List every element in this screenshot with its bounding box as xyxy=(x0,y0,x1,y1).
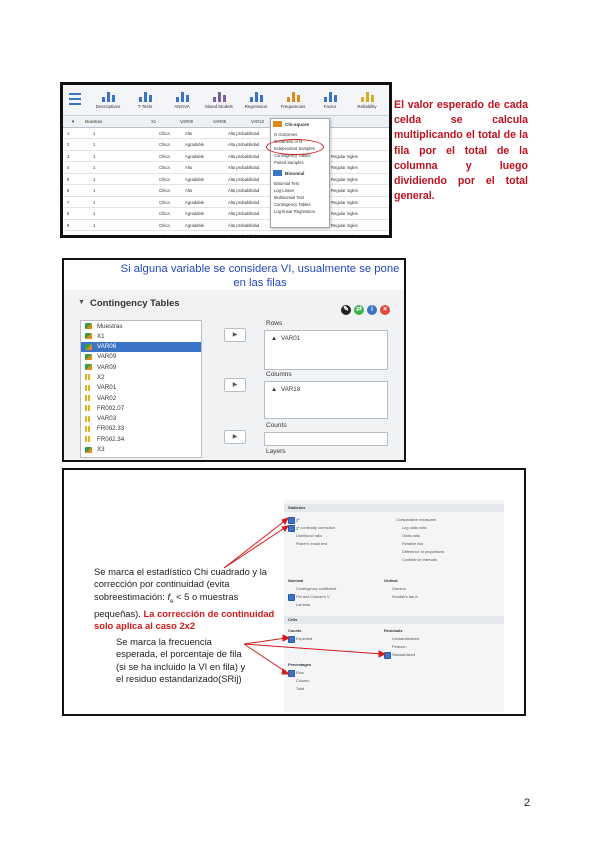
columns-variable: VAR18 xyxy=(281,386,301,393)
variable-name: VAR09 xyxy=(97,363,117,371)
icon-bar xyxy=(250,97,253,102)
table-cell[interactable]: Alto xyxy=(185,188,193,193)
column-header[interactable]: X1 xyxy=(151,119,157,124)
table-cell[interactable]: 1 xyxy=(93,211,96,216)
variable-name: Muestras xyxy=(97,322,123,330)
variable-name: VAR06 xyxy=(97,343,117,351)
residuals-heading: Residuals xyxy=(384,628,403,633)
menu-item-contingency-tables[interactable]: Contingency Tables xyxy=(274,153,311,158)
variable-name: X3 xyxy=(97,446,105,454)
toolbar-label: Descriptives xyxy=(95,104,121,109)
frequencies-menu xyxy=(270,118,330,228)
option-label: Phi and Cramer's V xyxy=(296,594,330,599)
arrow-line xyxy=(224,527,286,568)
toolbar-label: Factor xyxy=(323,104,337,109)
table-cell[interactable]: Agradable xyxy=(185,153,205,159)
nominal-icon xyxy=(85,354,92,360)
variable-item[interactable] xyxy=(81,352,201,362)
variable-item[interactable] xyxy=(81,445,201,455)
table-cell[interactable]: Chica xyxy=(159,211,170,216)
arrow-line xyxy=(224,520,286,568)
move-to-counts-button[interactable]: ▶ xyxy=(224,430,246,444)
analysis-icon xyxy=(322,87,338,102)
table-cell[interactable]: Agradable xyxy=(185,222,205,228)
option-label[interactable]: Contingency coefficient xyxy=(296,586,337,591)
menu-item[interactable]: Independent Samples xyxy=(274,146,315,151)
move-to-columns-button[interactable]: ▶ xyxy=(224,378,246,392)
option-label[interactable]: Likelihood ratio xyxy=(296,533,323,538)
panel-title: Contingency Tables xyxy=(90,298,180,309)
table-cell[interactable]: 4 xyxy=(67,165,70,170)
nominal-icon xyxy=(85,333,92,339)
icon-bar xyxy=(255,92,258,102)
table-cell[interactable]: Alto xyxy=(185,234,193,238)
option-label[interactable]: Confidence intervals xyxy=(402,557,438,562)
move-to-rows-button[interactable]: ▶ xyxy=(224,328,246,342)
table-cell[interactable]: 6 xyxy=(67,188,70,193)
toolbar-label: ANOVA xyxy=(174,104,190,109)
table-cell[interactable]: Regular ingles xyxy=(331,188,358,193)
variable-name: FR002.34 xyxy=(97,435,125,443)
table-cell[interactable]: Alta probabilidad xyxy=(228,130,260,136)
icon-bar xyxy=(366,92,369,102)
fe-symbol: f xyxy=(167,590,171,602)
column-header[interactable]: VAR10 xyxy=(251,119,264,124)
cells-explanation: Se marca la frecuencia esperada, el porcentaje de fila (si se ha incluido la VI en fila) y el residuo estandarizado(SRij) xyxy=(116,636,246,684)
arrow-head xyxy=(282,518,288,524)
table-cell[interactable]: Chica xyxy=(159,188,170,193)
table-cell[interactable]: 9 xyxy=(67,222,70,228)
table-cell[interactable]: Regular ingles xyxy=(331,176,358,182)
table-cell[interactable]: Agradable xyxy=(185,176,205,182)
icon-bar xyxy=(107,92,110,102)
table-cell[interactable]: 1 xyxy=(93,234,96,238)
chi-square-explanation xyxy=(94,566,284,632)
icon-bar xyxy=(324,97,327,102)
variable-list[interactable] xyxy=(80,320,202,458)
table-cell[interactable]: 7 xyxy=(67,199,70,205)
table-cell[interactable]: Agradable xyxy=(185,199,205,205)
panel-actions xyxy=(338,298,390,316)
statistics-options-panel xyxy=(62,468,526,716)
continuous-icon xyxy=(85,436,92,442)
vi-annotation: Si alguna variable se considera VI, usualmente se pone en las filas xyxy=(120,263,400,289)
statistics-title: Statistics xyxy=(288,505,306,510)
icon-bar xyxy=(218,92,221,102)
variable-item[interactable] xyxy=(81,393,201,403)
table-cell[interactable]: 5 xyxy=(67,176,70,182)
icon-bar xyxy=(371,95,374,102)
data-grid xyxy=(63,116,389,238)
counts-label: Counts xyxy=(266,422,287,429)
continuous-icon xyxy=(85,374,92,380)
arrow-line xyxy=(244,638,286,644)
icon-bar xyxy=(260,95,263,102)
variable-item[interactable] xyxy=(81,434,201,444)
table-cell[interactable]: Chica xyxy=(159,199,170,205)
rows-variable: VAR01 xyxy=(281,335,301,342)
table-row[interactable] xyxy=(63,220,389,232)
table-cell[interactable]: Alta probabilidad xyxy=(228,222,260,228)
icon-bar xyxy=(139,97,142,102)
menu-item[interactable]: Multinomial Test xyxy=(274,195,304,200)
option-label: χ² xyxy=(296,517,300,522)
table-cell[interactable]: Agradable xyxy=(185,142,205,147)
option-label: χ² continuity correction xyxy=(296,525,336,530)
table-cell[interactable]: Chica xyxy=(159,130,170,136)
table-cell[interactable]: Regular ingles xyxy=(331,222,358,228)
ordinal-heading: Ordinal xyxy=(384,578,398,583)
table-cell[interactable]: Regular ingles xyxy=(331,165,358,170)
continuous-icon xyxy=(85,426,92,432)
frequencies-icon xyxy=(273,121,282,127)
variable-name: VAR03 xyxy=(97,415,117,423)
variable-item[interactable] xyxy=(81,403,201,413)
table-cell[interactable]: Alta probabilidad xyxy=(228,188,260,193)
nominal-icon xyxy=(85,364,92,370)
column-header[interactable]: Muestras xyxy=(85,119,103,124)
option-label[interactable]: Gamma xyxy=(392,586,406,591)
table-cell[interactable]: Regular ingles xyxy=(331,153,358,159)
toolbar-button[interactable] xyxy=(237,87,275,109)
table-cell[interactable]: Alta probabilidad xyxy=(228,142,260,147)
percentages-heading: Percentages xyxy=(288,662,312,667)
analysis-icon xyxy=(174,87,190,102)
toolbar-label: Regression xyxy=(244,104,268,109)
table-cell[interactable]: 1 xyxy=(93,199,96,205)
table-cell[interactable]: 1 xyxy=(93,153,96,159)
menu-section-binomial: Binomial xyxy=(285,171,305,176)
toolbar-button[interactable] xyxy=(311,87,349,109)
nominal-icon xyxy=(85,323,92,329)
toolbar-button[interactable] xyxy=(89,87,127,109)
icon-bar xyxy=(361,97,364,102)
analysis-icon xyxy=(137,87,153,102)
add-icon[interactable]: ⇄ xyxy=(354,305,364,315)
option-label[interactable]: Pearson xyxy=(392,644,407,649)
toolbar-button[interactable] xyxy=(126,87,164,109)
option-label[interactable]: Log odds ratio xyxy=(402,525,427,530)
option-label: Expected xyxy=(296,636,313,641)
columns-dropbox[interactable] xyxy=(264,381,388,419)
icon-bar xyxy=(149,95,152,102)
pin-icon[interactable]: ✎ xyxy=(341,305,351,315)
icon-bar xyxy=(144,92,147,102)
continuous-icon xyxy=(85,395,92,401)
arrow-head xyxy=(282,526,288,531)
menu-item[interactable]: Log-linear Regression xyxy=(274,209,315,214)
option-label[interactable]: Relative risk xyxy=(402,541,424,546)
icon-bar xyxy=(102,97,105,102)
expected-value-note: El valor esperado de cada celda se calcula multiplicando el total de la fila por el total de la columna y luego dividiendo por el total general. xyxy=(394,99,528,203)
explanation-text: Se marca el estadístico Chi cuadrado y la corrección por continuidad (evita sobreestimación: xyxy=(94,566,268,602)
nominal-icon: ▲ xyxy=(271,386,278,393)
toolbar-label: Mixed Models xyxy=(205,104,233,109)
menu-item[interactable]: N Outcomes xyxy=(274,132,298,137)
rows-label: Rows xyxy=(266,320,283,327)
option-label[interactable]: Lambda xyxy=(296,602,311,607)
toolbar-label: Reliability xyxy=(357,104,377,109)
analysis-icon xyxy=(285,87,301,102)
table-cell[interactable]: Chica xyxy=(159,142,170,147)
menu-item[interactable]: Contingency Tables xyxy=(274,202,311,207)
menu-item[interactable]: Goodness of fit xyxy=(274,139,303,144)
toolbar-button[interactable] xyxy=(348,87,386,109)
menu-icon[interactable] xyxy=(69,93,81,108)
table-cell[interactable]: 1 xyxy=(93,222,96,228)
variable-name: VAR01 xyxy=(97,384,117,392)
nominal-heading: Nominal xyxy=(288,578,304,583)
analysis-icon xyxy=(211,87,227,102)
table-cell[interactable]: 8 xyxy=(67,211,70,216)
icon-bar xyxy=(329,92,332,102)
table-cell[interactable]: Regular ingles xyxy=(331,234,358,238)
icon-bar xyxy=(292,92,295,102)
grid-header xyxy=(63,116,389,128)
table-row[interactable] xyxy=(63,162,389,174)
table-cell[interactable]: Alto xyxy=(185,165,193,170)
analysis-icon xyxy=(248,87,264,102)
table-cell[interactable]: Agradable xyxy=(185,211,205,216)
filter-icon[interactable]: ▼ xyxy=(71,119,76,124)
continuous-icon xyxy=(85,416,92,422)
arrow-head xyxy=(283,635,289,641)
variable-name: FR002.07 xyxy=(97,404,125,412)
option-label: Standardized xyxy=(392,652,415,657)
option-label[interactable]: Column xyxy=(296,678,310,683)
columns-label: Columns xyxy=(266,371,292,378)
continuity-note: La corrección de continuidad solo aplica al caso 2x2 xyxy=(94,607,275,632)
table-cell[interactable]: 3 xyxy=(67,153,70,159)
analyses-toolbar xyxy=(63,85,389,116)
continuous-icon xyxy=(85,405,92,411)
table-row[interactable] xyxy=(63,139,389,151)
icon-bar xyxy=(112,95,115,102)
arrow-line xyxy=(244,644,286,672)
menu-section-chi: Chi-square xyxy=(285,122,309,127)
close-icon[interactable]: × xyxy=(380,305,390,315)
table-row[interactable] xyxy=(63,197,389,209)
table-cell[interactable]: Alta probabilidad xyxy=(228,165,260,170)
fe-subscript: e xyxy=(170,598,174,605)
table-cell[interactable]: 1 xyxy=(93,142,96,147)
toolbar-label: Frequencies xyxy=(280,104,306,109)
binomial-icon xyxy=(273,170,282,176)
explanation-text: < 5 o muestras pequeñas). xyxy=(94,590,239,619)
variable-name: X1 xyxy=(97,332,105,340)
table-cell[interactable]: Chica xyxy=(159,222,170,228)
variable-item[interactable] xyxy=(81,383,201,393)
table-row[interactable] xyxy=(63,151,389,163)
table-cell[interactable]: 1 xyxy=(93,188,96,193)
table-cell[interactable]: Chica xyxy=(159,176,170,182)
nominal-icon xyxy=(85,344,92,350)
option-label[interactable]: Total xyxy=(296,686,305,691)
jamovi-data-screenshot xyxy=(60,82,392,238)
table-cell[interactable]: Alta probabilidad xyxy=(228,234,260,238)
table-cell[interactable]: Alta probabilidad xyxy=(228,176,260,182)
table-row[interactable] xyxy=(63,128,389,140)
table-cell[interactable]: 2 xyxy=(67,142,70,147)
option-label[interactable]: Comparative measures xyxy=(396,517,437,522)
option-label[interactable]: Odds ratio xyxy=(402,533,420,538)
table-row[interactable] xyxy=(63,185,389,197)
table-row[interactable] xyxy=(63,231,389,238)
table-cell[interactable]: Alta probabilidad xyxy=(228,153,260,159)
table-cell[interactable]: 10 xyxy=(67,234,72,238)
menu-item[interactable]: Paired Samples xyxy=(274,160,304,165)
variable-item[interactable] xyxy=(81,424,201,434)
option-label[interactable]: Difference in proportions xyxy=(402,549,445,554)
column-header[interactable]: VAR09 xyxy=(180,119,193,124)
info-icon[interactable]: i xyxy=(367,305,377,315)
layers-label: Layers xyxy=(266,448,286,455)
arrow-head xyxy=(379,651,385,657)
variable-item[interactable] xyxy=(81,372,201,382)
rows-dropbox[interactable] xyxy=(264,330,388,370)
icon-bar xyxy=(176,97,179,102)
column-header[interactable]: VAR09 xyxy=(213,119,226,124)
table-cell[interactable]: Alta probabilidad xyxy=(228,211,260,216)
collapse-caret-icon[interactable]: ▼ xyxy=(78,299,85,306)
page-number: 2 xyxy=(523,797,530,809)
icon-bar xyxy=(186,95,189,102)
table-cell[interactable]: Alto xyxy=(185,130,193,136)
table-cell[interactable]: Alta probabilidad xyxy=(228,199,260,205)
counts-heading: Counts xyxy=(288,628,302,633)
table-cell[interactable]: 1 xyxy=(93,176,96,182)
table-cell[interactable]: 1 xyxy=(93,130,96,136)
toolbar-button[interactable] xyxy=(274,87,312,109)
icon-bar xyxy=(223,95,226,102)
variable-item[interactable] xyxy=(81,362,201,372)
icon-bar xyxy=(334,95,337,102)
table-cell[interactable]: 1 xyxy=(93,165,96,170)
table-cell[interactable]: Chica xyxy=(159,153,170,159)
table-cell[interactable]: 1 xyxy=(67,130,70,136)
toolbar-label: T-Tests xyxy=(137,104,153,109)
option-label[interactable]: Unstandardized xyxy=(392,636,420,641)
variable-item[interactable] xyxy=(81,342,201,352)
variable-name: X2 xyxy=(97,373,105,381)
icon-bar xyxy=(181,92,184,102)
variable-item[interactable] xyxy=(81,321,201,331)
counts-dropbox[interactable] xyxy=(264,432,388,446)
variable-name: VAR09 xyxy=(97,353,117,361)
menu-item[interactable]: Binomial Test xyxy=(274,181,299,186)
nominal-icon xyxy=(85,447,92,453)
table-cell[interactable]: Regular ingles xyxy=(331,199,358,205)
toolbar-button[interactable] xyxy=(163,87,201,109)
option-label[interactable]: Fisher's exact test xyxy=(296,541,328,546)
toolbar-button[interactable] xyxy=(200,87,238,109)
variable-name: FR002.33 xyxy=(97,425,125,433)
table-cell[interactable]: Chica xyxy=(159,165,170,170)
table-cell[interactable]: Regular ingles xyxy=(331,211,358,216)
icon-bar xyxy=(297,95,300,102)
icon-bar xyxy=(287,97,290,102)
nominal-icon: ▲ xyxy=(271,335,278,342)
icon-bar xyxy=(213,97,216,102)
variable-item[interactable] xyxy=(81,331,201,341)
variable-name: VAR02 xyxy=(97,394,117,402)
continuous-icon xyxy=(85,385,92,391)
table-row[interactable] xyxy=(63,174,389,186)
variable-item[interactable] xyxy=(81,414,201,424)
arrow-line xyxy=(244,644,382,654)
analysis-icon xyxy=(359,87,375,102)
table-cell[interactable]: Chica xyxy=(159,234,170,238)
table-row[interactable] xyxy=(63,208,389,220)
arrow-head xyxy=(282,669,289,674)
option-label[interactable]: Kendall's tau-b xyxy=(392,594,418,599)
highlight-ellipse xyxy=(266,139,324,155)
menu-item[interactable]: Log-Linear xyxy=(274,188,295,193)
cells-title: Cells xyxy=(288,617,298,622)
option-label: Row xyxy=(296,670,304,675)
analysis-icon xyxy=(100,87,116,102)
